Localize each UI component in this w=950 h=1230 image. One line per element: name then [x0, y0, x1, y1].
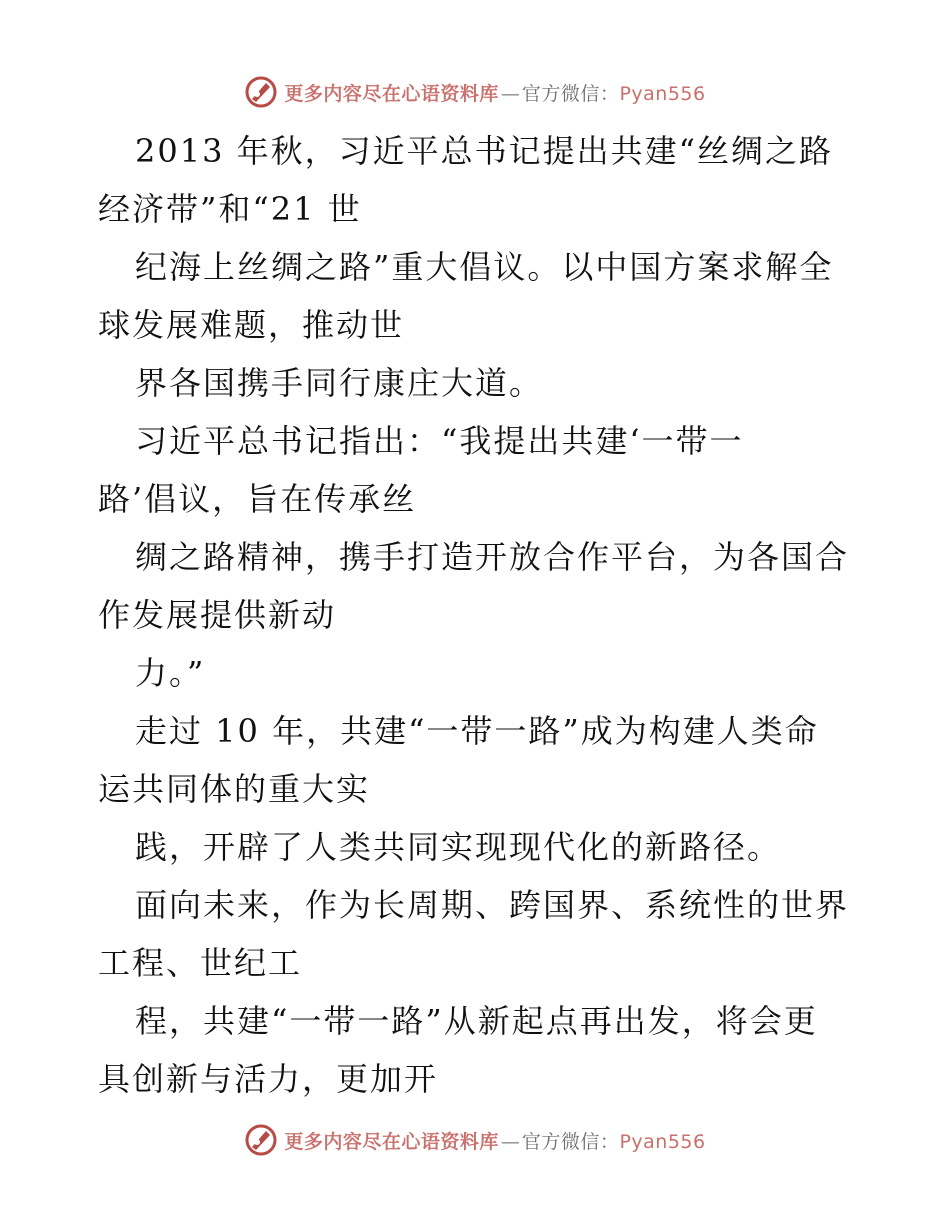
text-line: 路’倡议，旨在传承丝: [98, 480, 417, 518]
header-watermark: [0, 72, 950, 112]
watermark-dash: —: [500, 1130, 518, 1153]
text-line: 2013 年秋，习近平总书记提出共建“丝绸之路: [135, 132, 833, 170]
watermark-dash: —: [500, 82, 518, 105]
brand-logo-icon: [244, 75, 278, 109]
text-line: 运共同体的重大实: [98, 770, 371, 808]
watermark-wechat-id: Pyan556: [619, 1130, 706, 1153]
text-line: 经济带”和“21 世: [98, 190, 362, 228]
text-line: 具创新与活力，更加开: [98, 1060, 439, 1098]
watermark-official-label: 官方微信：: [521, 82, 620, 105]
text-line: 习近平总书记指出：“我提出共建‘一带一: [135, 422, 744, 460]
text-line: 工程、世纪工: [98, 944, 303, 982]
text-line: 面向未来，作为长周期、跨国界、系统性的世界: [135, 886, 850, 924]
text-line: 界各国携手同行康庄大道。: [135, 364, 544, 402]
watermark-official-label: 官方微信：: [521, 1130, 620, 1153]
text-line: 作发展提供新动: [98, 596, 337, 634]
watermark-text: [284, 79, 705, 106]
text-line: 走过 10 年，共建“一带一路”成为构建人类命: [135, 712, 819, 750]
brand-logo-icon: [244, 1123, 278, 1157]
document-body: [98, 122, 858, 1108]
watermark-brand: 更多内容尽在心语资料库: [284, 82, 499, 105]
footer-watermark: [0, 1120, 950, 1160]
text-line: 绸之路精神，携手打造开放合作平台，为各国合: [135, 538, 850, 576]
text-line: 践，开辟了人类共同实现现代化的新路径。: [135, 828, 782, 866]
text-line: 纪海上丝绸之路”重大倡议。以中国方案求解全: [135, 248, 834, 286]
text-line: 力。”: [135, 654, 206, 692]
watermark-wechat-id: Pyan556: [619, 82, 706, 105]
watermark-text: [284, 1127, 705, 1154]
watermark-brand: 更多内容尽在心语资料库: [284, 1130, 499, 1153]
text-line: 球发展难题，推动世: [98, 306, 405, 344]
text-line: 程，共建“一带一路”从新起点再出发，将会更: [135, 1002, 818, 1040]
